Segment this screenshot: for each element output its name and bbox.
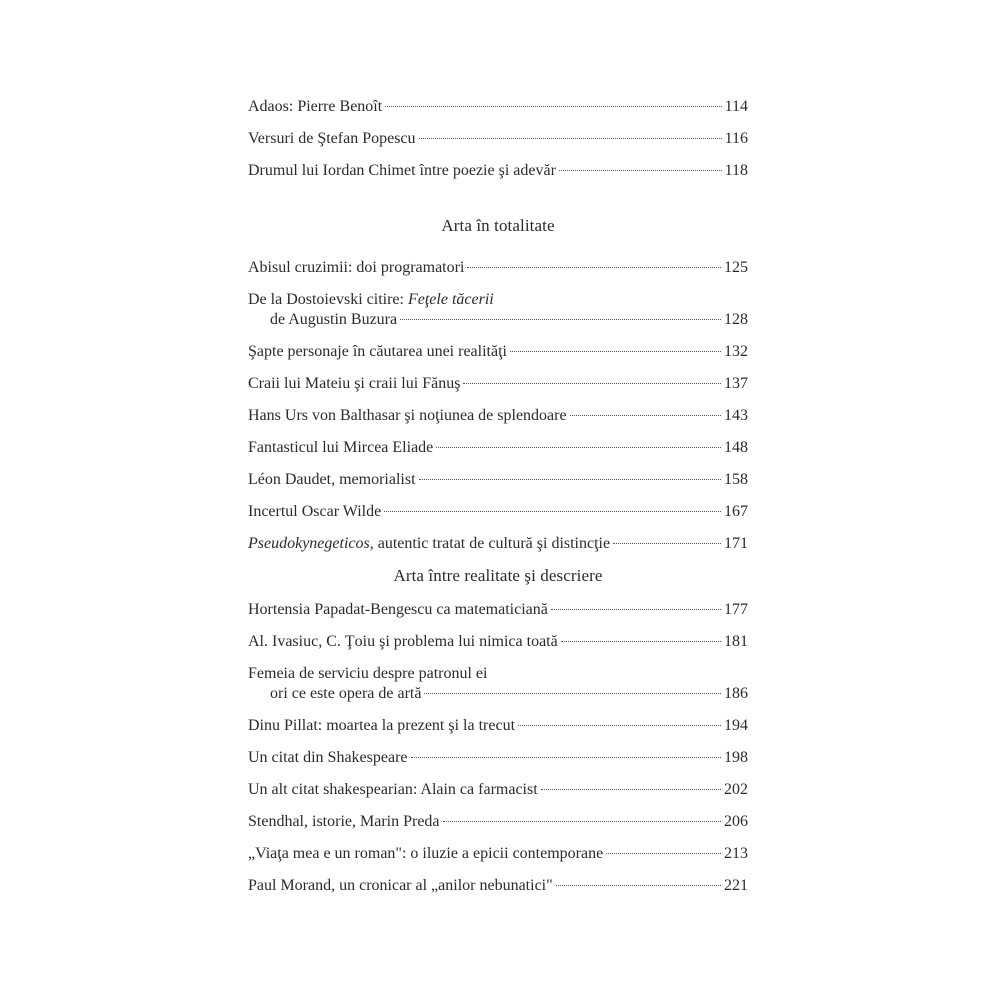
dot-leader <box>613 543 721 544</box>
toc-entry-title: Hans Urs von Balthasar şi noţiunea de splendoare <box>248 407 567 424</box>
toc-entry <box>248 876 748 896</box>
dot-leader <box>556 885 721 886</box>
toc-entry-title-italic: Pseudokynegeticos <box>248 535 370 552</box>
toc-entry-title: Şapte personaje în căutarea unei realităţi <box>248 343 507 360</box>
dot-leader <box>436 447 721 448</box>
toc-section-1-group <box>248 258 748 566</box>
dot-leader <box>467 267 721 268</box>
toc-entry-page: 181 <box>724 633 748 650</box>
toc-section-2-group <box>248 600 748 908</box>
dot-leader <box>400 319 721 320</box>
toc-entry <box>248 664 748 704</box>
dot-leader <box>463 383 721 384</box>
dot-leader <box>570 415 721 416</box>
toc-entry <box>248 534 748 554</box>
toc-entry-page: 114 <box>724 98 748 115</box>
toc-entry <box>248 600 748 620</box>
toc-entry-page: 118 <box>724 162 748 179</box>
toc-entry-page: 202 <box>724 781 748 798</box>
toc-entry <box>248 438 748 458</box>
toc-entry <box>248 161 748 181</box>
dot-leader <box>419 138 722 139</box>
toc-entry <box>248 470 748 490</box>
toc-entry <box>248 406 748 426</box>
toc-entry <box>248 844 748 864</box>
toc-entry-title: Adaos: Pierre Benoît <box>248 98 383 115</box>
dot-leader <box>384 511 721 512</box>
toc-entry <box>248 716 748 736</box>
section-heading: Arta în totalitate <box>441 216 555 235</box>
toc-entry-page: 116 <box>724 130 748 147</box>
toc-entry-page: 194 <box>724 717 748 734</box>
toc-entry-page: 137 <box>724 375 748 392</box>
toc-entry <box>248 374 748 394</box>
toc-entry-page: 177 <box>724 601 748 618</box>
toc-entry-title: Al. Ivasiuc, C. Ţoiu şi problema lui nimica toată <box>248 633 558 650</box>
toc-entry <box>248 748 748 768</box>
toc-entry-page: 125 <box>724 259 748 276</box>
toc-entry-title: Craii lui Mateiu şi craii lui Fănuş <box>248 375 461 392</box>
toc-entry-title-suffix: , autentic tratat de cultură şi distincţie <box>369 535 611 552</box>
toc-entry-page: 186 <box>724 685 748 702</box>
dot-leader <box>424 693 721 694</box>
dot-leader <box>411 757 722 758</box>
toc-entry-page: 171 <box>724 535 748 552</box>
dot-leader <box>606 853 721 854</box>
toc-entry <box>248 502 748 522</box>
toc-entry <box>248 780 748 800</box>
toc-entry-title: Hortensia Papadat-Bengescu ca matematiciană <box>248 601 548 618</box>
dot-leader <box>541 789 721 790</box>
toc-entry <box>248 342 748 362</box>
dot-leader <box>559 170 722 171</box>
toc-entry-title: Abisul cruzimii: doi programatori <box>248 259 465 276</box>
toc-continuation-group <box>248 97 748 193</box>
toc-entry <box>248 812 748 832</box>
dot-leader <box>419 479 721 480</box>
dot-leader <box>551 609 721 610</box>
toc-entry-title: Drumul lui Iordan Chimet între poezie şi adevăr <box>248 162 556 179</box>
dot-leader <box>518 725 721 726</box>
toc-entry-page: 128 <box>724 311 748 328</box>
toc-entry-page: 143 <box>724 407 748 424</box>
toc-entry <box>248 290 748 330</box>
dot-leader <box>510 351 721 352</box>
dot-leader <box>385 106 721 107</box>
toc-entry <box>248 632 748 652</box>
toc-entry <box>248 97 748 117</box>
toc-entry-title-prefix: De la Dostoievski citire: <box>248 291 408 308</box>
toc-entry-title: Un alt citat shakespearian: Alain ca farmacist <box>248 781 538 798</box>
toc-entry-page: 167 <box>724 503 748 520</box>
toc-entry-page: 221 <box>724 877 748 894</box>
toc-entry-title-italic: Feţele tăcerii <box>407 291 494 308</box>
dot-leader <box>443 821 721 822</box>
toc-entry-title: Versuri de Ştefan Popescu <box>248 130 416 147</box>
toc-entry-title: Dinu Pillat: moartea la prezent şi la trecut <box>248 717 516 734</box>
dot-leader <box>561 641 721 642</box>
toc-entry-title-continuation: ori ce este opera de artă <box>270 685 422 702</box>
toc-entry <box>248 129 748 149</box>
toc-entry-page: 213 <box>724 845 748 862</box>
toc-entry-title: „Viaţa mea e un roman": o iluzie a epicii contemporane <box>248 845 604 862</box>
toc-entry-page: 198 <box>724 749 748 766</box>
toc-entry-title: Paul Morand, un cronicar al „anilor nebunatici" <box>248 877 553 894</box>
toc-entry-title: Stendhal, istorie, Marin Preda <box>248 813 440 830</box>
toc-entry-page: 206 <box>724 813 748 830</box>
toc-entry-title: Incertul Oscar Wilde <box>248 503 382 520</box>
toc-entry-title: Léon Daudet, memorialist <box>248 471 416 488</box>
toc-entry-title: Femeia de serviciu despre patronul ei <box>248 665 488 682</box>
section-heading: Arta între realitate şi descriere <box>393 566 603 585</box>
toc-entry <box>248 258 748 278</box>
table-of-contents-page <box>248 0 748 1000</box>
toc-entry-page: 132 <box>724 343 748 360</box>
toc-entry-page: 148 <box>724 439 748 456</box>
toc-entry-title: Un citat din Shakespeare <box>248 749 408 766</box>
toc-entry-title-continuation: de Augustin Buzura <box>270 311 398 328</box>
toc-entry-title: Fantasticul lui Mircea Eliade <box>248 439 434 456</box>
toc-entry-page: 158 <box>724 471 748 488</box>
toc-entry-title <box>248 534 610 554</box>
